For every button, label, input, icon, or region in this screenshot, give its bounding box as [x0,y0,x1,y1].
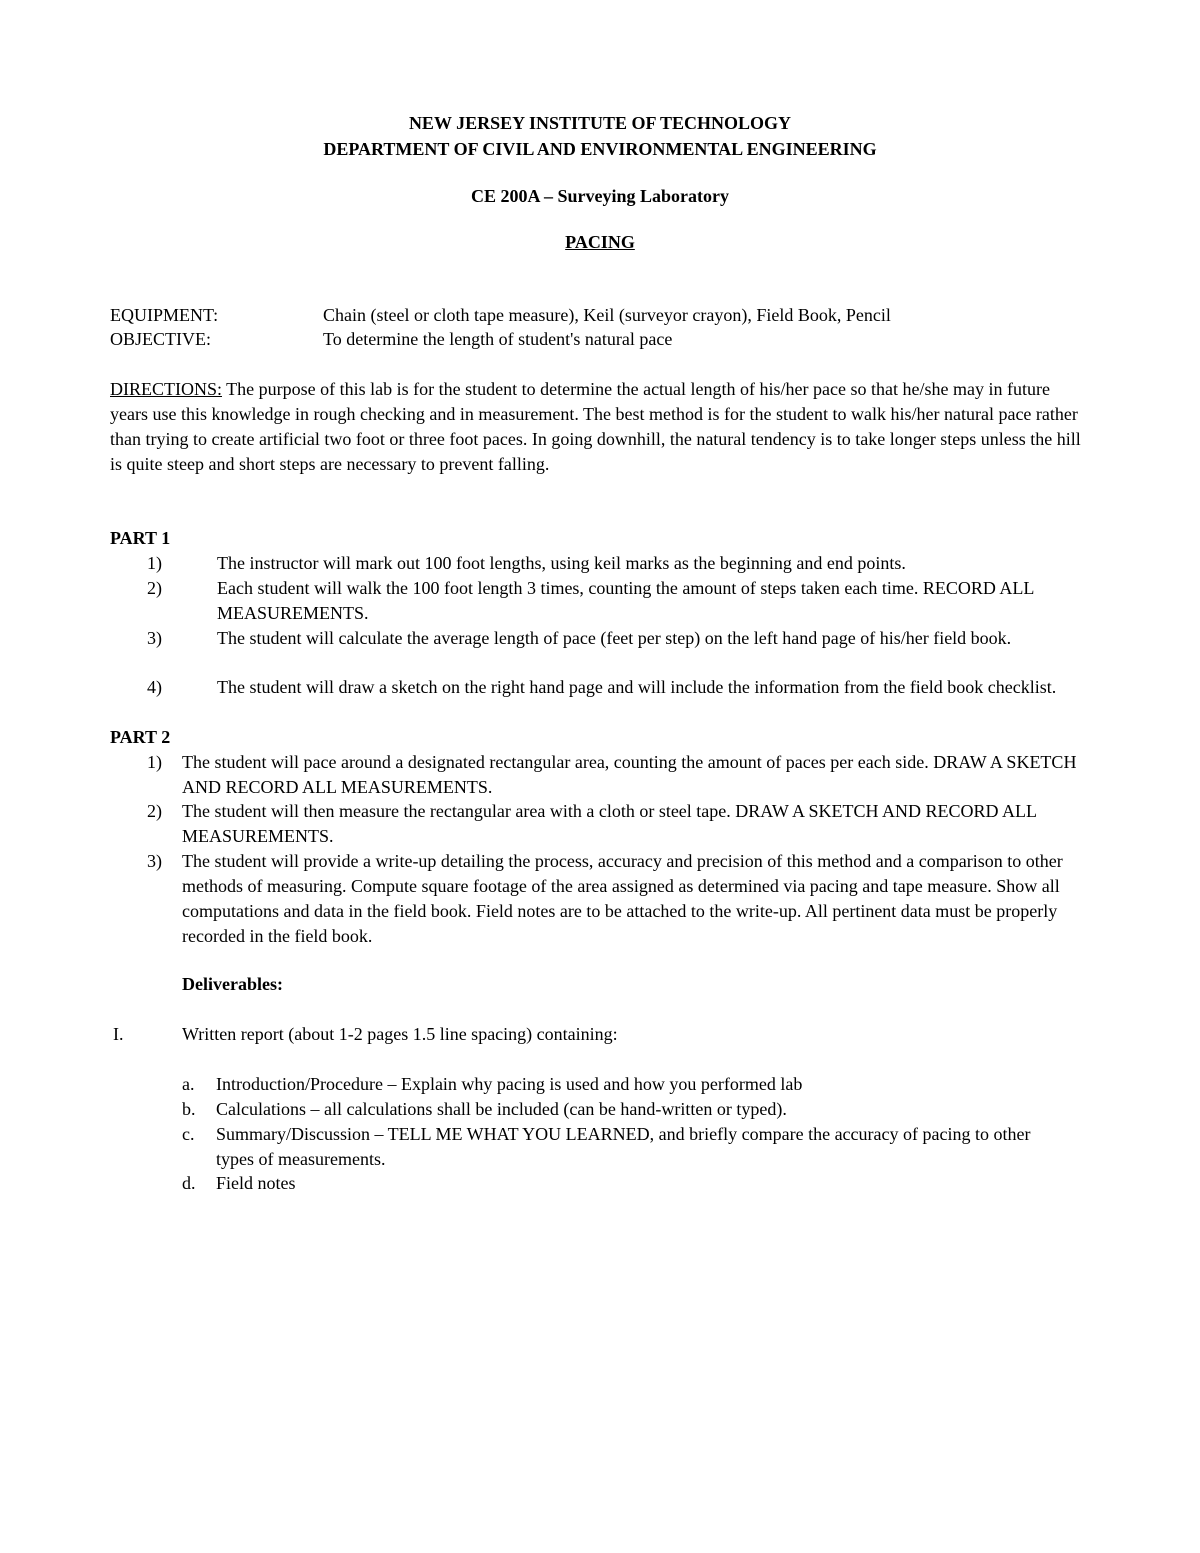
part1-item-number: 4) [147,677,162,697]
equipment-label: EQUIPMENT: [110,305,219,325]
deliverable-text: Summary/Discussion – TELL ME WHAT YOU LEARNED, and briefly compare the accuracy of pacing to other types of measurements. [216,1124,1031,1169]
deliverable-letter: a. [182,1074,195,1094]
institution-heading: NEW JERSEY INSTITUTE OF TECHNOLOGY [408,113,792,133]
deliverable-text: Calculations – all calculations shall be included (can be hand-written or typed). [216,1099,787,1119]
deliverables-intro: Written report (about 1-2 pages 1.5 line spacing) containing: [182,1024,618,1044]
part2-item-number: 1) [147,752,162,772]
deliverable-text: Introduction/Procedure – Explain why pacing is used and how you performed lab [216,1074,803,1094]
part2-item-number: 3) [147,851,162,871]
part2-item-text: The student will pace around a designated rectangular area, counting the amount of paces per each side. DRAW A SKETCH AND RECORD ALL MEASUREMENTS. [182,752,1077,797]
part2-item-text: The student will provide a write-up detailing the process, accuracy and precision of this method and a comparison to other methods of measuring. Compute square footage of the area assigned as determined via pacing and tape measure. Show all computations and data in the field book. Field notes are to be attached to the write-up. All pertinent data must be properly recorded in the field book. [182,851,1063,946]
directions-paragraph [110,377,1090,477]
part2-heading: PART 2 [110,727,171,747]
part2-item-number: 2) [147,801,162,821]
deliverable-letter: b. [182,1099,196,1119]
part1-heading: PART 1 [110,528,171,548]
part1-item-text: The instructor will mark out 100 foot lengths, using keil marks as the beginning and end points. [217,553,906,573]
deliverable-text: Field notes [216,1173,296,1193]
part1-item-text: The student will calculate the average length of pace (feet per step) on the left hand page of his/her field book. [217,628,1012,648]
title-text: PACING [565,232,635,252]
directions-text: The purpose of this lab is for the student to determine the actual length of his/her pace so that he/she may in future years use this knowledge in rough checking and in measurement. The best method is for the student to walk his/her natural pace rather than trying to create artificial two foot or three foot paces. In going downhill, the natural tendency is to take longer steps unless the hill is quite steep and short steps are necessary to prevent falling. [110,379,1081,474]
deliverable-letter: d. [182,1173,196,1193]
objective-label: OBJECTIVE: [110,329,211,349]
deliverables-heading: Deliverables: [182,974,283,994]
part2-item-text: The student will then measure the rectangular area with a cloth or steel tape. DRAW A SKETCH AND RECORD ALL MEASUREMENTS. [182,801,1037,846]
directions-label: DIRECTIONS: [110,379,222,399]
course-heading: CE 200A – Surveying Laboratory [470,186,729,206]
part1-item-number: 1) [147,553,162,573]
deliverables-number: I. [113,1024,124,1044]
equipment-value: Chain (steel or cloth tape measure), Keil (surveyor crayon), Field Book, Pencil [323,305,891,325]
department-heading: DEPARTMENT OF CIVIL AND ENVIRONMENTAL ENGINEERING [323,139,877,159]
part1-item-text: Each student will walk the 100 foot length 3 times, counting the amount of steps taken each time. RECORD ALL MEASUREMENTS. [217,578,1034,623]
part1-item-text: The student will draw a sketch on the right hand page and will include the information from the field book checklist. [217,677,1057,697]
deliverable-letter: c. [182,1124,195,1144]
page-title [0,232,1200,253]
part1-item-number: 3) [147,628,162,648]
part1-item-number: 2) [147,578,162,598]
objective-value: To determine the length of student's natural pace [323,329,673,349]
